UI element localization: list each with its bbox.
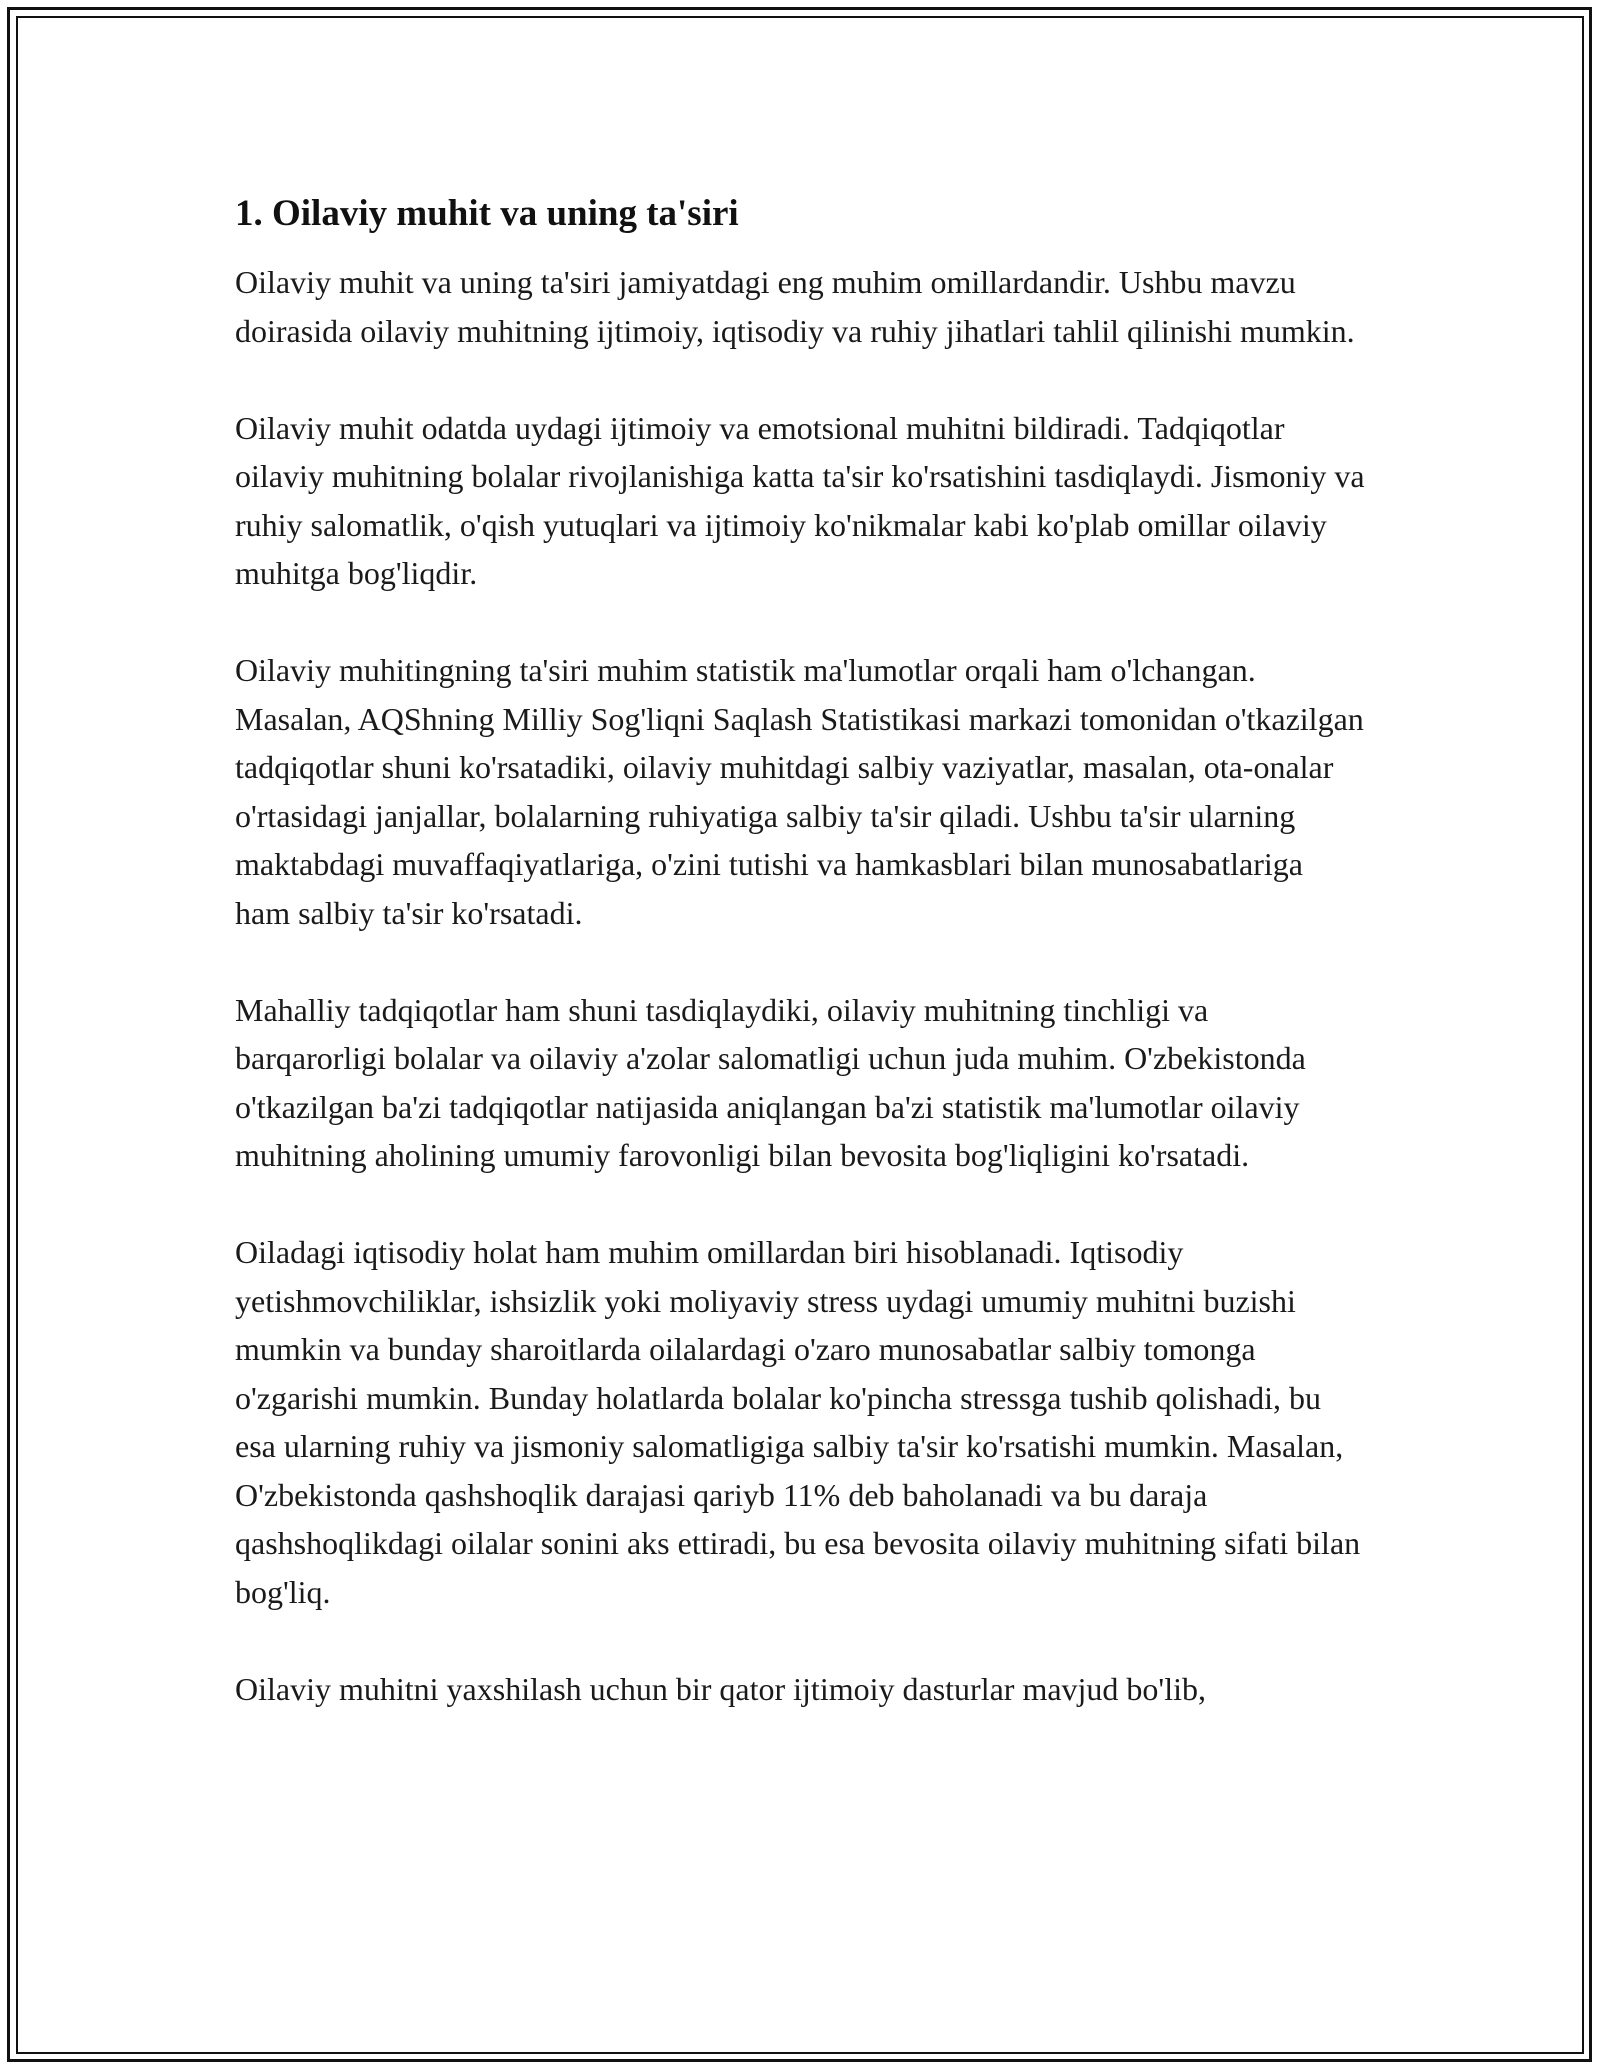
paragraph-1: Oilaviy muhit va uning ta'siri jamiyatdagi eng muhim omillardandir. Ushbu mavzu doirasida oilaviy muhitning ijtimoiy, iqtisodiy va ruhiy jihatlari tahlil qilinishi mumkin. [235, 264, 1355, 349]
paragraph-3: Oilaviy muhitingning ta'siri muhim statistik ma'lumotlar orqali ham o'lchangan. Masalan, AQShning Milliy Sog'liqni Saqlash Statistikasi markazi tomonidan o'tkazilgan tadqiqotlar shuni ko'rsatadiki, oilaviy muhitdagi salbiy vaziyatlar, masalan, ota-onalar o'rtasidagi janjallar, bolalarning ruhiyatiga salbiy ta'sir qiladi. Ushbu ta'sir ularning maktabdagi muvaffaqiyatlariga, o'zini tutishi va hamkasblari bilan munosabatlariga ham salbiy ta'sir ko'rsatadi. [235, 652, 1364, 931]
paragraph-6: Oilaviy muhitni yaxshilash uchun bir qator ijtimoiy dasturlar mavjud bo'lib, [235, 1670, 1206, 1707]
paragraph-2: Oilaviy muhit odatda uydagi ijtimoiy va emotsional muhitni bildiradi. Tadqiqotlar oilaviy muhitning bolalar rivojlanishiga katta ta'sir ko'rsatishini tasdiqlaydi. Jismoniy va ruhiy salomatlik, o'qish yutuqlari va ijtimoiy ko'nikmalar kabi ko'plab omillar oilaviy muhitga bog'liqdir. [235, 409, 1365, 591]
paragraph-4: Mahalliy tadqiqotlar ham shuni tasdiqlaydiki, oilaviy muhitning tinchligi va barqarorligi bolalar va oilaviy a'zolar salomatligi uchun juda muhim. O'zbekistonda o'tkazilgan ba'zi tadqiqotlar natijasida aniqlangan ba'zi statistik ma'lumotlar oilaviy muhitning aholining umumiy farovonligi bilan bevosita bog'liqligini ko'rsatadi. [235, 991, 1306, 1173]
document-body [235, 188, 1365, 1762]
paragraph-5: Oiladagi iqtisodiy holat ham muhim omillardan biri hisoblanadi. Iqtisodiy yetishmovchiliklar, ishsizlik yoki moliyaviy stress uydagi umumiy muhitni buzishi mumkin va bunday sharoitlarda oilalardagi o'zaro munosabatlar salbiy tomonga o'zgarishi mumkin. Bunday holatlarda bolalar ko'pincha stressga tushib qolishadi, bu esa ularning ruhiy va jismoniy salomatligiga salbiy ta'sir ko'rsatishi mumkin. Masalan, O'zbekistonda qashshoqlik darajasi qariyb 11% deb baholanadi va bu daraja qashshoqlikdagi oilalar sonini aks ettiradi, bu esa bevosita oilaviy muhitning sifati bilan bog'liq. [235, 1234, 1361, 1610]
section-heading: 1. Oilaviy muhit va uning ta'siri [235, 193, 739, 234]
